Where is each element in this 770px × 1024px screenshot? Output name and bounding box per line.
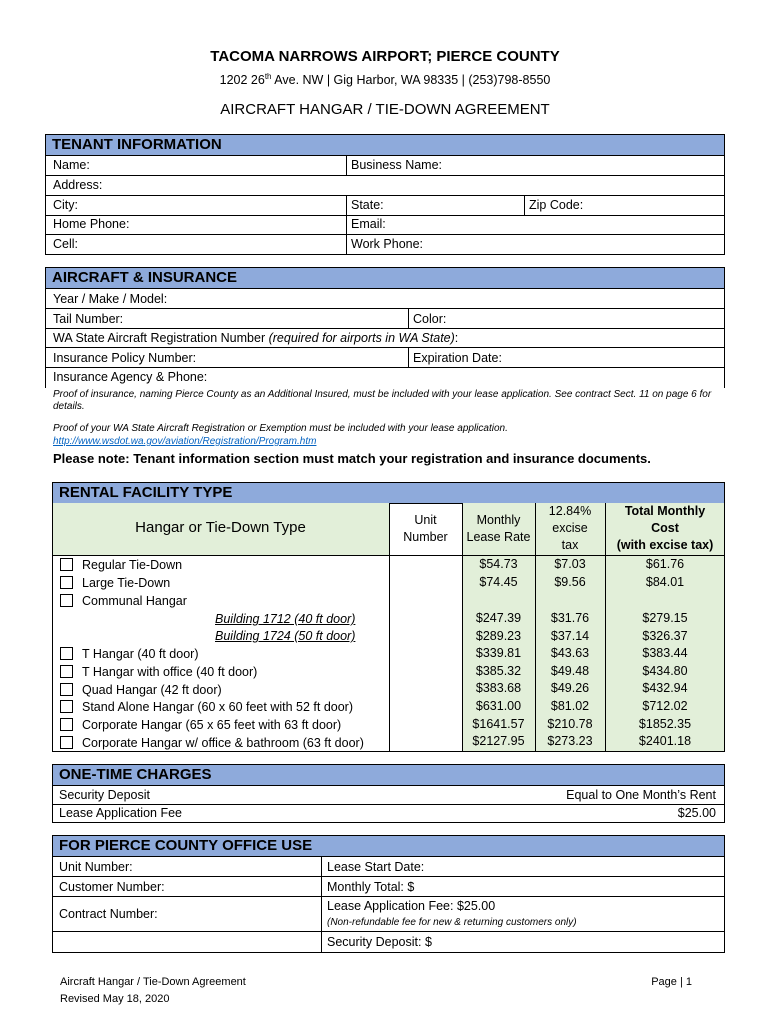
- agency-phone-field[interactable]: Insurance Agency & Phone:: [53, 370, 208, 384]
- business-name-field[interactable]: Business Name:: [351, 158, 443, 172]
- row-label: Stand Alone Hangar (60 x 60 feet with 52 ft door): [82, 700, 354, 714]
- office-app-fee: Lease Application Fee: $25.00: [327, 899, 496, 913]
- please-note: Please note: Tenant information section must match your registration and insurance documents.: [53, 451, 651, 466]
- home-phone-field[interactable]: Home Phone:: [53, 217, 130, 231]
- policy-number-field[interactable]: Insurance Policy Number:: [53, 351, 197, 365]
- tax-cell: $7.03: [554, 557, 586, 571]
- security-deposit-value: Equal to One Month’s Rent: [566, 788, 716, 802]
- col-unit-header: Unit Number: [403, 513, 448, 544]
- checkbox-corporate-hangar-office[interactable]: [60, 736, 73, 749]
- rate-cell: $289.23: [475, 628, 522, 643]
- checkbox-t-hangar[interactable]: [60, 647, 73, 660]
- airport-title: TACOMA NARROWS AIRPORT; PIERCE COUNTY: [210, 48, 560, 65]
- registration-number-field[interactable]: WA State Aircraft Registration Number (required for airports in WA State):: [53, 331, 459, 345]
- row-label: Communal Hangar: [82, 594, 187, 608]
- app-fee-label: Lease Application Fee: [59, 806, 183, 820]
- row-label: Regular Tie-Down: [82, 558, 183, 572]
- tenant-section-heading: TENANT INFORMATION: [45, 134, 725, 156]
- cell-field[interactable]: Cell:: [53, 237, 79, 251]
- zip-field[interactable]: Zip Code:: [529, 198, 584, 212]
- total-cell: $326.37: [642, 628, 688, 643]
- rate-cell: $2127.95: [472, 734, 525, 749]
- checkbox-corporate-hangar[interactable]: [60, 718, 73, 731]
- year-make-model-field[interactable]: Year / Make / Model:: [53, 292, 168, 306]
- lease-start-field[interactable]: Lease Start Date:: [327, 860, 425, 874]
- city-field[interactable]: City:: [53, 198, 78, 212]
- col-tax-header: 12.84% excise tax: [548, 504, 592, 552]
- unit-number-field[interactable]: Unit Number:: [59, 860, 133, 874]
- total-cell: $61.76: [645, 557, 685, 571]
- expiration-date-field[interactable]: Expiration Date:: [413, 351, 502, 365]
- aircraft-section-heading: AIRCRAFT & INSURANCE: [45, 267, 725, 289]
- tax-cell: $273.23: [547, 734, 593, 749]
- color-field[interactable]: Color:: [413, 312, 447, 326]
- office-app-fee-note: (Non-refundable fee for new & returning customers only): [327, 917, 577, 928]
- office-section-heading: FOR PIERCE COUNTY OFFICE USE: [52, 835, 725, 857]
- contract-number-field[interactable]: Contract Number:: [59, 907, 158, 921]
- rate-cell: $385.32: [475, 663, 522, 678]
- email-field[interactable]: Email:: [351, 217, 386, 231]
- tax-column: [535, 610, 605, 751]
- tax-cell: $81.02: [550, 698, 590, 713]
- address-field[interactable]: Address:: [53, 178, 103, 192]
- col-total-header: Total Monthly Cost (with excise tax): [616, 504, 714, 552]
- tax-cell: $49.26: [550, 681, 590, 696]
- total-cell: $712.02: [642, 698, 688, 713]
- airport-address: 1202 26th Ave. NW | Gig Harbor, WA 98335 | (253)798-8550: [219, 72, 551, 88]
- customer-number-field[interactable]: Customer Number:: [59, 880, 165, 894]
- tail-number-field[interactable]: Tail Number:: [53, 312, 124, 326]
- tax-cell: $9.56: [554, 574, 586, 589]
- page-number: Page | 1: [651, 976, 692, 988]
- row-label: Building 1712 (40 ft door): [215, 612, 356, 626]
- tax-cell: $43.63: [550, 646, 590, 661]
- security-deposit-label: Security Deposit: [59, 788, 151, 802]
- tax-cell: $49.48: [550, 663, 590, 678]
- tax-cell: $210.78: [547, 716, 593, 731]
- total-column-top: [605, 556, 725, 591]
- rate-column: [462, 610, 535, 751]
- registration-proof-note: Proof of your WA State Aircraft Registration or Exemption must be included with your lease application.: [53, 423, 508, 434]
- total-cell: $84.01: [645, 574, 685, 589]
- registration-link[interactable]: http://www.wsdot.wa.gov/aviation/Registration/Program.htm: [53, 436, 317, 447]
- security-deposit-field[interactable]: Security Deposit: $: [327, 935, 432, 949]
- row-label: Large Tie-Down: [82, 576, 171, 590]
- row-label: Quad Hangar (42 ft door): [82, 683, 222, 697]
- monthly-total-field[interactable]: Monthly Total: $: [327, 880, 415, 894]
- rate-cell: $74.45: [479, 574, 518, 589]
- rate-column-top: [462, 556, 535, 591]
- app-fee-value: $25.00: [677, 806, 716, 820]
- checkbox-communal-hangar[interactable]: [60, 594, 73, 607]
- total-cell: $1852.35: [638, 716, 692, 731]
- total-cell: $432.94: [642, 681, 688, 696]
- col-type-header: Hangar or Tie-Down Type: [135, 519, 306, 536]
- footer-revised: Revised May 18, 2020: [60, 993, 170, 1005]
- total-cell: $434.80: [642, 663, 688, 678]
- total-cell: $2401.18: [638, 734, 692, 749]
- checkbox-t-hangar-office[interactable]: [60, 665, 73, 678]
- rate-cell: $1641.57: [472, 716, 525, 731]
- rate-cell: $631.00: [475, 698, 522, 713]
- rate-cell: $383.68: [475, 681, 522, 696]
- footer-doc-name: Aircraft Hangar / Tie-Down Agreement: [60, 976, 246, 988]
- checkbox-quad-hangar[interactable]: [60, 683, 73, 696]
- row-label: Building 1724 (50 ft door): [215, 629, 356, 643]
- state-field[interactable]: State:: [351, 198, 384, 212]
- tax-column-top: [535, 556, 605, 591]
- rate-cell: $339.81: [475, 646, 522, 661]
- rental-section-heading: RENTAL FACILITY TYPE: [52, 482, 725, 504]
- row-label: Corporate Hangar w/ office & bathroom (63 ft door): [82, 736, 364, 750]
- checkbox-large-tie-down[interactable]: [60, 576, 73, 589]
- document-title: AIRCRAFT HANGAR / TIE-DOWN AGREEMENT: [220, 101, 550, 118]
- insurance-proof-note: Proof of insurance, naming Pierce County as an Additional Insured, must be included with your lease application. See contract Sect. 11 on page 6 for details.: [53, 389, 712, 412]
- row-label: T Hangar with office (40 ft door): [82, 665, 258, 679]
- col-rate-header: Monthly Lease Rate: [466, 513, 531, 544]
- tax-cell: $37.14: [550, 628, 590, 643]
- tax-cell: $31.76: [550, 611, 590, 625]
- checkbox-regular-tie-down[interactable]: [60, 558, 73, 571]
- rate-cell: $54.73: [479, 557, 518, 571]
- checkbox-stand-alone-hangar[interactable]: [60, 700, 73, 713]
- total-column: [605, 610, 725, 751]
- total-cell: $383.44: [642, 646, 688, 661]
- charges-section-heading: ONE-TIME CHARGES: [52, 764, 725, 786]
- row-label: Corporate Hangar (65 x 65 feet with 63 ft door): [82, 718, 342, 732]
- work-phone-field[interactable]: Work Phone:: [351, 237, 424, 251]
- total-cell: $279.15: [642, 611, 688, 625]
- row-label: T Hangar (40 ft door): [82, 647, 199, 661]
- rate-cell: $247.39: [475, 611, 522, 625]
- name-field[interactable]: Name:: [53, 158, 90, 172]
